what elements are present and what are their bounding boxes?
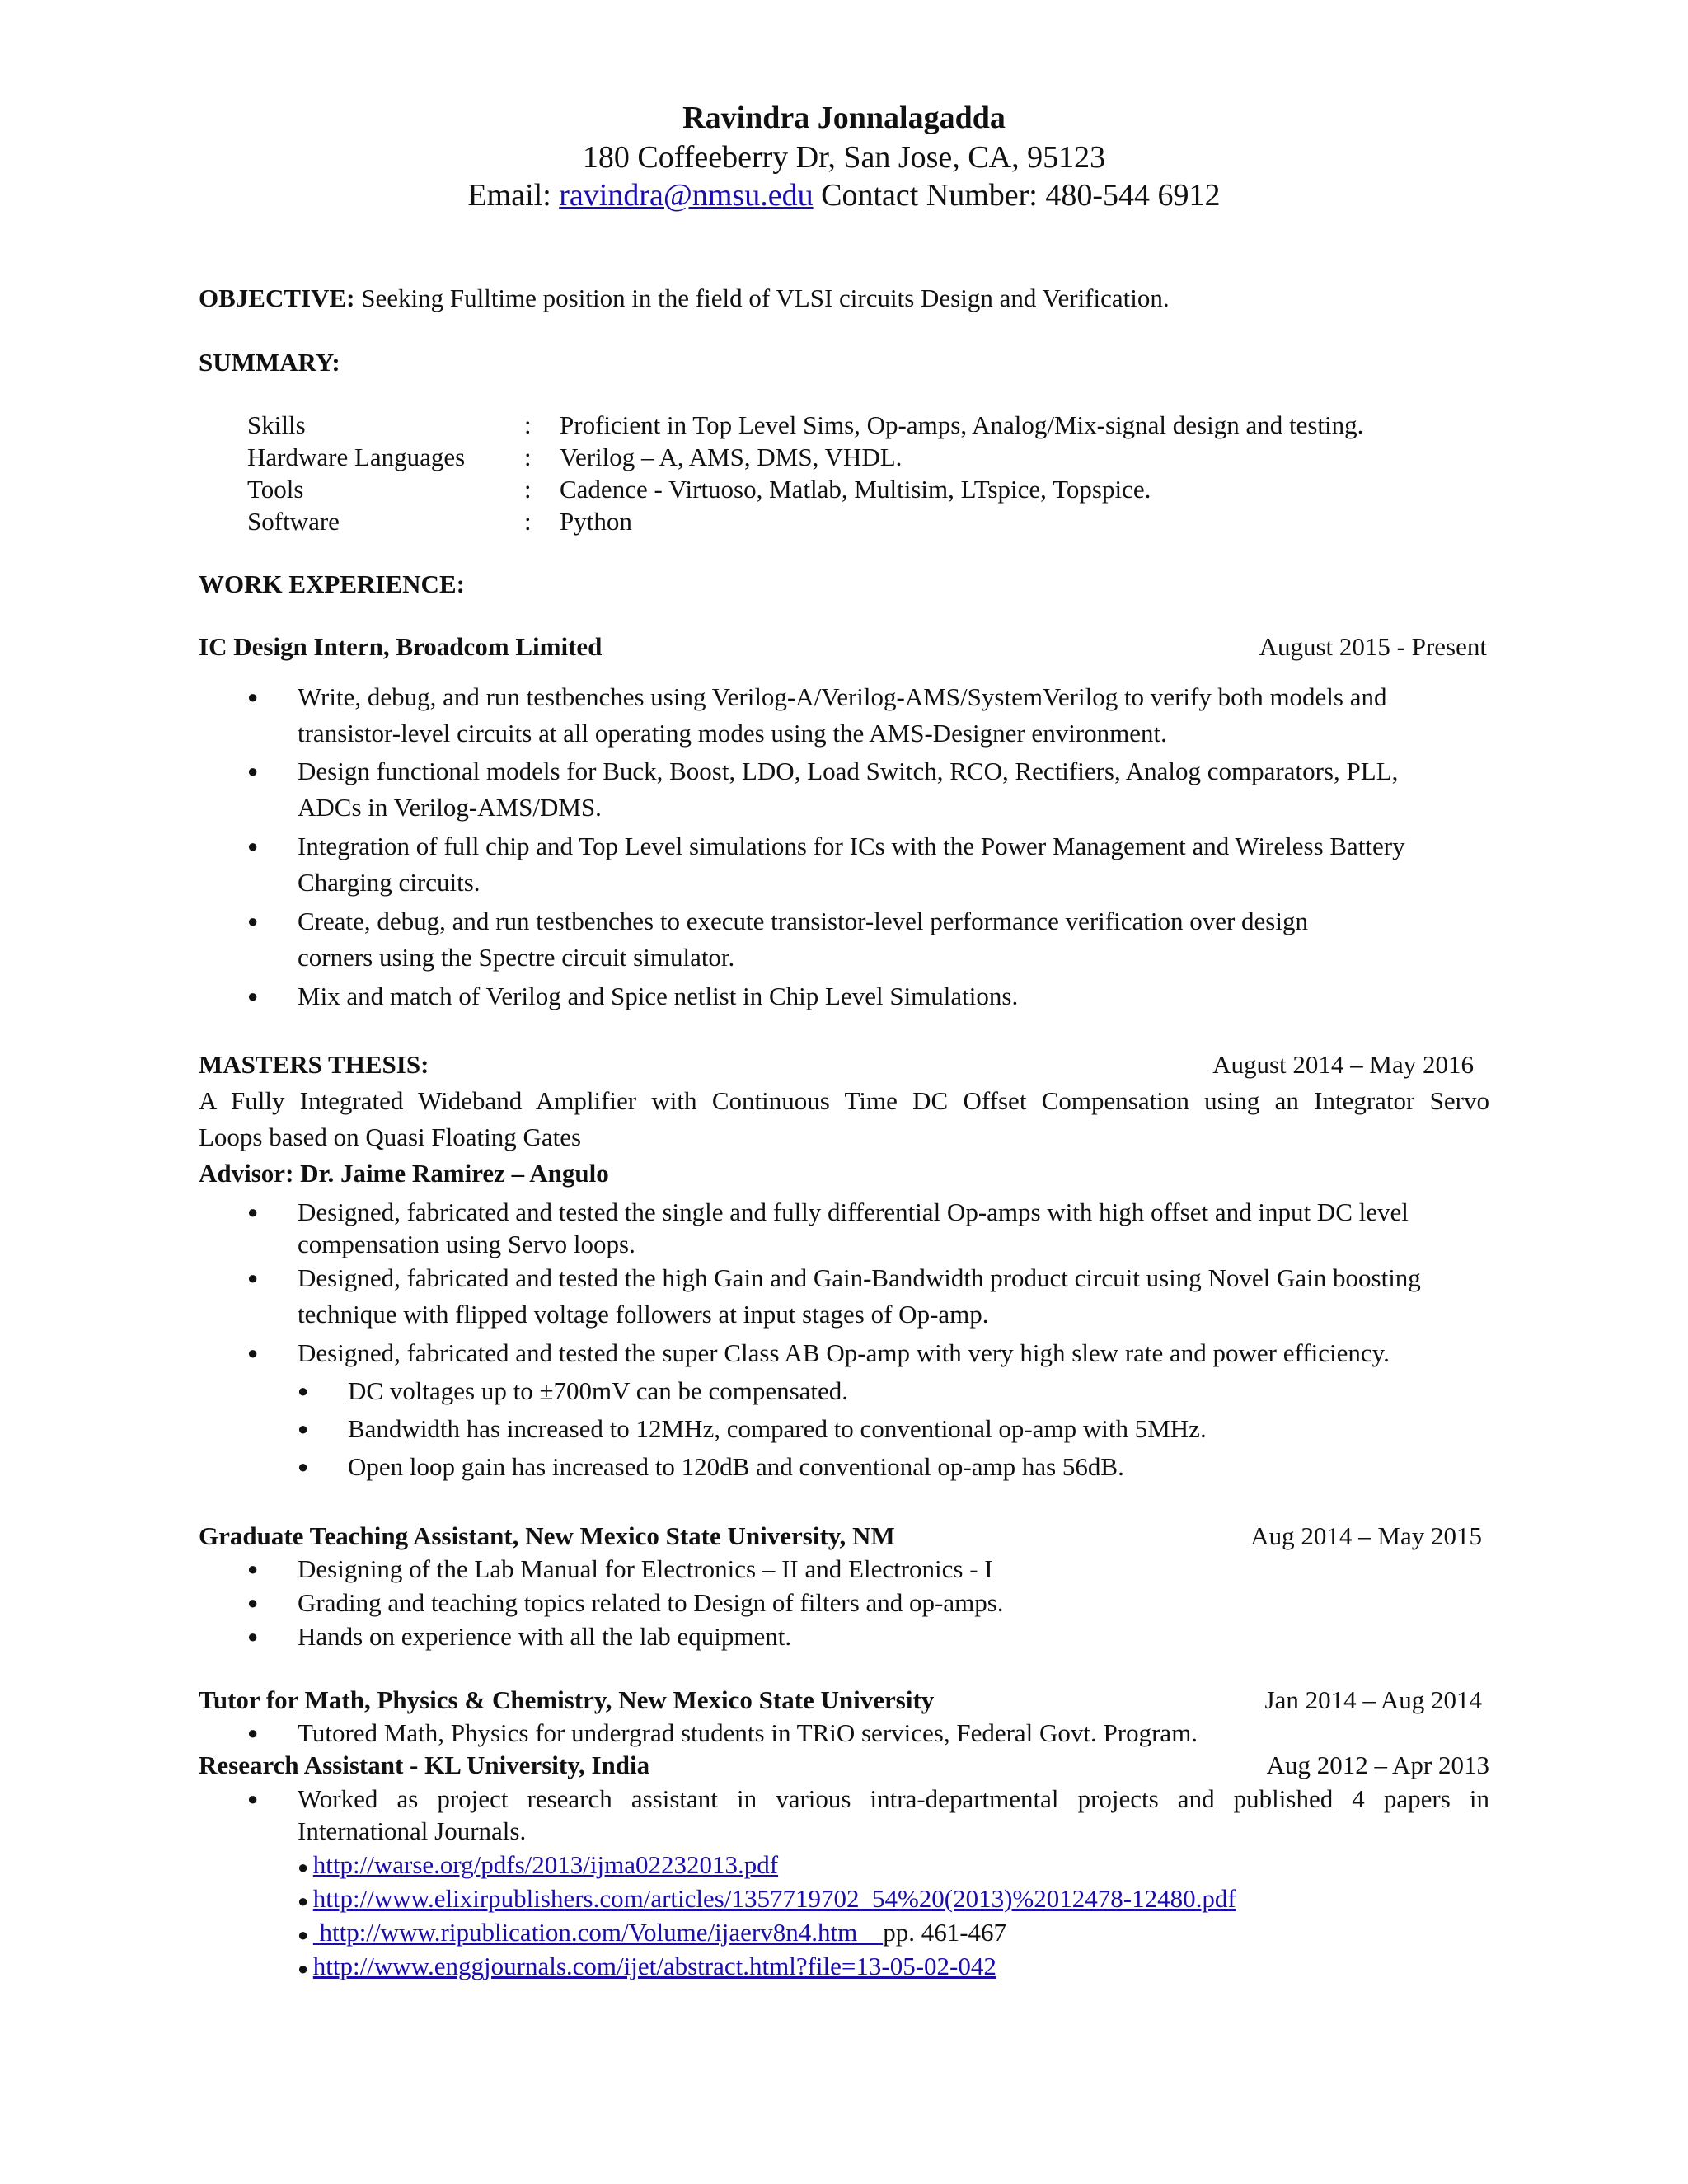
publication-pages: pp. 461-467 [883, 1918, 1007, 1947]
bullet-text: Designed, fabricated and tested the single and fully differential Op-amps with high offset and input DC level [298, 1197, 1409, 1226]
bullet: ● [298, 1924, 313, 1945]
address: 180 Coffeeberry Dr, San Jose, CA, 95123 [582, 140, 1106, 175]
bullet-text: Create, debug, and run testbenches to execute transistor-level performance verification over design [298, 907, 1308, 935]
bullet-text: Integration of full chip and Top Level simulations for ICs with the Power Management and Wireless Battery [298, 832, 1405, 860]
bullet-text: Hands on experience with all the lab equipment. [298, 1622, 792, 1651]
thesis-dates: August 2014 – May 2016 [1212, 1050, 1474, 1079]
sub-bullet-text: DC voltages up to ±700mV can be compensated. [348, 1376, 849, 1405]
bullet: ● [247, 836, 259, 856]
publication-link-row [298, 1849, 778, 1884]
summary-key: Software [247, 507, 340, 536]
publication-link-row [298, 1882, 1236, 1918]
publication-link[interactable]: http://www.elixirpublishers.com/articles/1357719702_54%20(2013)%2012478-12480.pdf [312, 1884, 1236, 1913]
summary-sep: : [524, 507, 532, 536]
sub-bullet: ● [298, 1456, 309, 1477]
bullet: ● [247, 1202, 259, 1222]
objective-text: Seeking Fulltime position in the field of VLSI circuits Design and Verification. [354, 284, 1170, 312]
job-dates: August 2015 - Present [1259, 632, 1487, 661]
summary-heading: SUMMARY: [199, 348, 340, 377]
summary-value: Cadence - Virtuoso, Matlab, Multisim, LTspice, Topspice. [560, 475, 1151, 504]
bullet: ● [298, 1857, 313, 1877]
tutor-dates: Jan 2014 – Aug 2014 [1264, 1685, 1482, 1714]
summary-key: Hardware Languages [247, 443, 466, 471]
bullet: ● [298, 1891, 313, 1911]
header [0, 97, 1688, 214]
ta-dates: Aug 2014 – May 2015 [1250, 1521, 1482, 1550]
bullet-text: Mix and match of Verilog and Spice netlist in Chip Level Simulations. [298, 982, 1019, 1010]
bullet: ● [247, 1788, 259, 1809]
bullet-text: Worked as project research assistant in various intra-departmental projects and published 4 papers in [298, 1784, 1489, 1813]
thesis-title-line: A Fully Integrated Wideband Amplifier with Continuous Time DC Offset Compensation using an Integrator Servo [199, 1086, 1489, 1115]
bullet-text: International Journals. [298, 1816, 527, 1845]
publication-link[interactable]: http://www.ripublication.com/Volume/ijaerv8n4.htm [312, 1918, 884, 1947]
bullet-text: ADCs in Verilog-AMS/DMS. [298, 793, 602, 822]
summary-key: Skills [247, 410, 306, 439]
thesis-heading: MASTERS THESIS: [199, 1050, 429, 1079]
publication-link-row [298, 1916, 1006, 1952]
bullet: ● [247, 1268, 259, 1288]
publication-link[interactable]: http://www.enggjournals.com/ijet/abstract.html?file=13-05-02-042 [312, 1952, 996, 1980]
summary-sep: : [524, 443, 532, 471]
bullet: ● [247, 911, 259, 931]
thesis-advisor: Advisor: Dr. Jaime Ramirez – Angulo [199, 1159, 609, 1188]
bullet-text: transistor-level circuits at all operating modes using the AMS-Designer environment. [298, 719, 1167, 748]
summary-key: Tools [247, 475, 304, 504]
ta-title: Graduate Teaching Assistant, New Mexico State University, NM [199, 1521, 895, 1550]
bullet-text: compensation using Servo loops. [298, 1230, 635, 1258]
summary-sep: : [524, 475, 532, 504]
tutor-title: Tutor for Math, Physics & Chemistry, New Mexico State University [199, 1685, 935, 1714]
bullet: ● [247, 1343, 259, 1363]
bullet-text: Designed, fabricated and tested the super Class AB Op-amp with very high slew rate and power efficiency. [298, 1338, 1390, 1367]
sub-bullet: ● [298, 1380, 309, 1401]
bullet: ● [247, 1722, 259, 1743]
email-label: Email: [467, 178, 560, 213]
bullet: ● [247, 1626, 259, 1647]
bullet: ● [247, 1592, 259, 1613]
bullet: ● [247, 761, 259, 781]
bullet-text: Charging circuits. [298, 868, 481, 897]
candidate-name: Ravindra Jonnalagadda [682, 101, 1006, 135]
thesis-title-line: Loops based on Quasi Floating Gates [199, 1122, 582, 1151]
bullet: ● [298, 1958, 313, 1979]
bullet: ● [247, 1558, 259, 1579]
ra-title: Research Assistant - KL University, India [199, 1750, 650, 1779]
job-title: IC Design Intern, Broadcom Limited [199, 632, 603, 661]
sub-bullet-text: Bandwidth has increased to 12MHz, compared to conventional op-amp with 5MHz. [348, 1414, 1207, 1443]
work-heading: WORK EXPERIENCE: [199, 569, 465, 598]
summary-sep: : [524, 410, 532, 439]
bullet-text: technique with flipped voltage followers at input stages of Op-amp. [298, 1300, 989, 1329]
objective [199, 282, 1170, 315]
publication-link[interactable]: http://warse.org/pdfs/2013/ijma02232013.pdf [312, 1850, 779, 1879]
bullet: ● [247, 986, 259, 1006]
summary-value: Python [560, 507, 632, 536]
summary-value: Proficient in Top Level Sims, Op-amps, Analog/Mix-signal design and testing. [560, 410, 1364, 439]
contact-line [0, 176, 1688, 214]
objective-label: OBJECTIVE: [199, 284, 355, 312]
contact-number: Contact Number: 480-544 6912 [813, 178, 1221, 213]
bullet-text: Designing of the Lab Manual for Electronics – II and Electronics - I [298, 1554, 993, 1583]
email-link[interactable]: ravindra@nmsu.edu [559, 178, 814, 213]
sub-bullet: ● [298, 1418, 309, 1439]
bullet-text: Design functional models for Buck, Boost, LDO, Load Switch, RCO, Rectifiers, Analog comparators, PLL, [298, 757, 1399, 785]
bullet-text: Designed, fabricated and tested the high Gain and Gain-Bandwidth product circuit using Novel Gain boosting [298, 1263, 1421, 1292]
bullet-text: Grading and teaching topics related to Design of filters and op-amps. [298, 1588, 1004, 1617]
publication-link-row [298, 1950, 996, 1985]
bullet: ● [247, 687, 259, 707]
bullet-text: Tutored Math, Physics for undergrad students in TRiO services, Federal Govt. Program. [298, 1718, 1198, 1747]
summary-value: Verilog – A, AMS, DMS, VHDL. [560, 443, 903, 471]
bullet-text: Write, debug, and run testbenches using Verilog-A/Verilog-AMS/SystemVerilog to verify both models and [298, 682, 1387, 711]
sub-bullet-text: Open loop gain has increased to 120dB and conventional op-amp has 56dB. [348, 1452, 1124, 1481]
ra-dates: Aug 2012 – Apr 2013 [1266, 1750, 1489, 1779]
bullet-text: corners using the Spectre circuit simulator. [298, 943, 735, 972]
